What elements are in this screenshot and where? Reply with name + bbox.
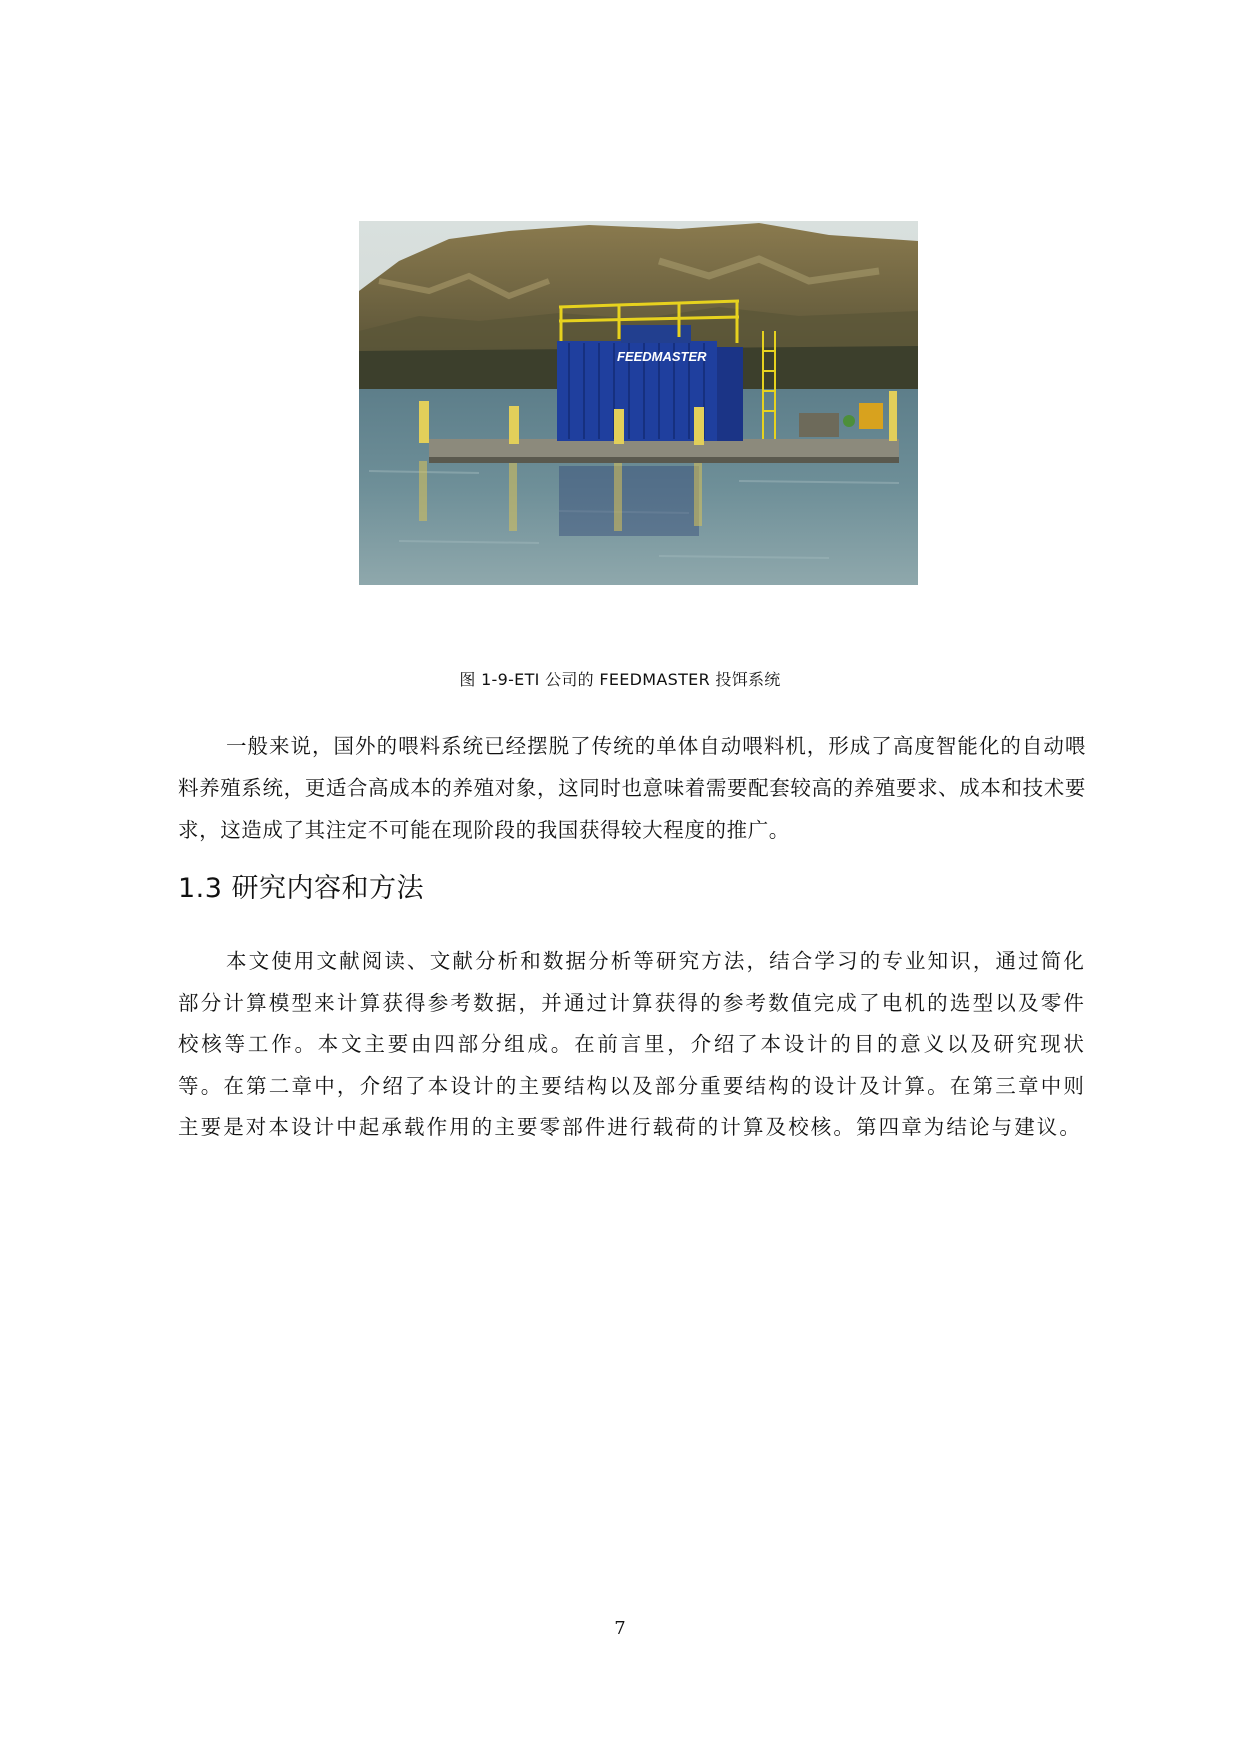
- body-paragraph-2: 本文使用文献阅读、文献分析和数据分析等研究方法，结合学习的专业知识，通过简化部分计算模型来计算获得参考数据，并通过计算获得的参考数值完成了电机的选型以及零件校核等工作。本文主要由四部分组成。在前言里，介绍了本设计的目的意义以及研究现状等。在第二章中，介绍了本设计的主要结构以及部分重要结构的设计及计算。在第三章中则主要是对本设计中起承载作用的主要零部件进行载荷的计算及校核。第四章为结论与建议。: [178, 949, 1086, 1139]
- feedmaster-sign: FEEDMASTER: [617, 349, 707, 364]
- page-number: 7: [614, 1618, 626, 1639]
- photo-feedmaster-barge-icon: [359, 221, 918, 585]
- body-paragraph-1: 一般来说，国外的喂料系统已经摆脱了传统的单体自动喂料机，形成了高度智能化的自动喂料养殖系统，更适合高成本的养殖对象，这同时也意味着需要配套较高的养殖要求、成本和技术要求，这造成了其注定不可能在现阶段的我国获得较大程度的推广。: [178, 734, 1086, 842]
- section-heading: 1.3 研究内容和方法: [178, 873, 425, 904]
- feedmaster-photo: [359, 221, 918, 585]
- figure-caption: 图 1-9-ETI 公司的 FEEDMASTER 投饵系统: [459, 670, 781, 689]
